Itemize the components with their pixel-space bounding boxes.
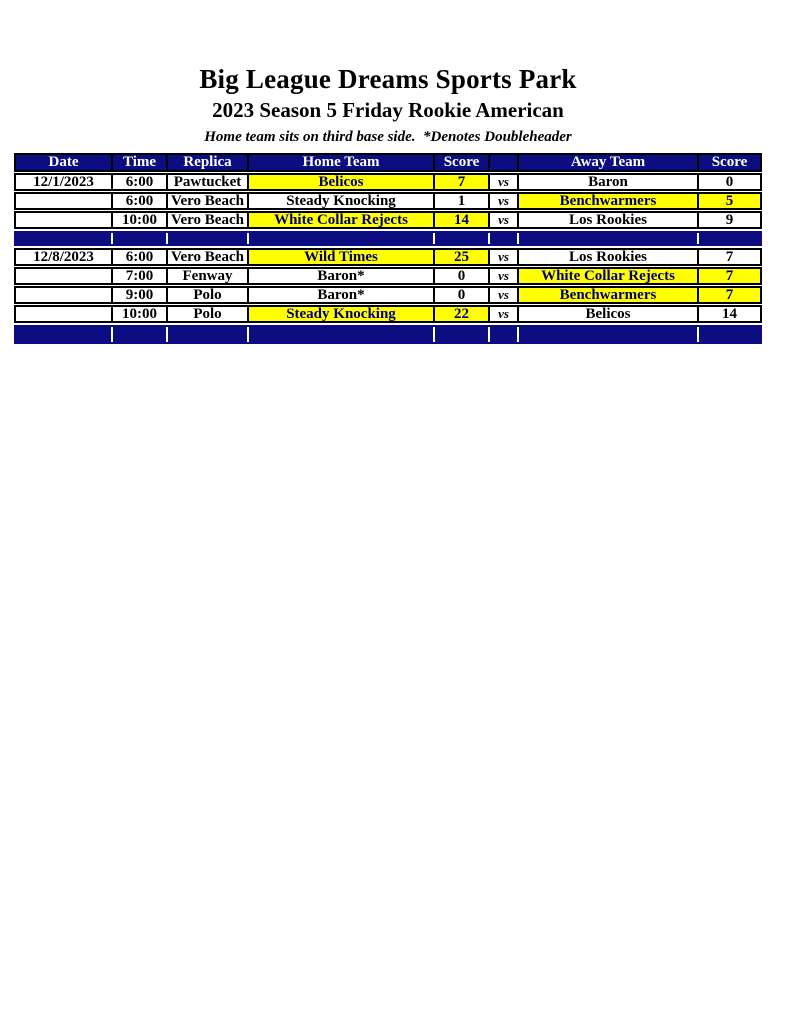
home-score-cell: 14	[433, 213, 488, 227]
separator-cell	[433, 327, 488, 342]
date-cell: 12/8/2023	[33, 250, 94, 264]
replica-cell: Polo	[166, 307, 247, 321]
game-row	[14, 192, 762, 210]
replica-cell: Vero Beach	[166, 213, 247, 227]
date-cell	[16, 269, 111, 283]
column-header-date: Date	[48, 155, 79, 170]
away-score-cell: 14	[697, 307, 760, 321]
column-header-home-score: Score	[433, 155, 488, 170]
home-team-cell: Baron*	[247, 269, 433, 283]
page-content	[14, 0, 762, 344]
vs-label: vs	[488, 175, 517, 189]
time-cell: 6:00	[111, 175, 166, 189]
separator-cell	[517, 233, 697, 244]
game-row	[14, 173, 762, 191]
page-title: Big League Dreams Sports Park	[199, 64, 577, 94]
column-header-time: Time	[111, 155, 166, 170]
vs-label: vs	[488, 288, 517, 302]
away-team-cell: Benchwarmers	[517, 194, 697, 208]
home-score-cell: 25	[433, 250, 488, 264]
replica-cell: Polo	[166, 288, 247, 302]
separator-cell	[517, 327, 697, 342]
separator-cell	[433, 233, 488, 244]
game-row	[14, 305, 762, 323]
home-score-cell: 7	[433, 175, 488, 189]
separator-cell	[697, 233, 760, 244]
away-score-cell: 9	[697, 213, 760, 227]
separator-cell	[247, 327, 433, 342]
home-team-cell: Wild Times	[247, 250, 433, 264]
date-cell	[16, 288, 111, 302]
away-score-cell: 5	[697, 194, 760, 208]
separator-cell	[16, 327, 111, 342]
date-cell	[16, 213, 111, 227]
separator-cell	[488, 327, 517, 342]
date-cell	[16, 194, 111, 208]
vs-label: vs	[488, 269, 517, 283]
date-group-separator	[14, 231, 762, 246]
time-cell: 6:00	[111, 194, 166, 208]
time-cell: 6:00	[111, 250, 166, 264]
vs-label: vs	[488, 307, 517, 321]
away-team-cell: Benchwarmers	[517, 288, 697, 302]
separator-cell	[111, 233, 166, 244]
replica-cell: Fenway	[166, 269, 247, 283]
column-header-away-team: Away Team	[517, 155, 697, 170]
separator-cell	[247, 233, 433, 244]
home-team-cell: Steady Knocking	[247, 194, 433, 208]
table-footer-band	[14, 325, 762, 344]
home-team-cell: Belicos	[247, 175, 433, 189]
time-cell: 10:00	[111, 213, 166, 227]
home-score-cell: 1	[433, 194, 488, 208]
game-row	[14, 211, 762, 229]
away-team-cell: Los Rookies	[517, 250, 697, 264]
separator-cell	[697, 327, 760, 342]
replica-cell: Pawtucket	[166, 175, 247, 189]
time-cell: 10:00	[111, 307, 166, 321]
home-score-cell: 0	[433, 269, 488, 283]
home-team-cell: White Collar Rejects	[247, 213, 433, 227]
date-cell	[16, 307, 111, 321]
away-team-cell: Belicos	[517, 307, 697, 321]
away-team-cell: Baron	[517, 175, 697, 189]
column-header-replica: Replica	[166, 155, 247, 170]
time-cell: 9:00	[111, 288, 166, 302]
game-row	[14, 267, 762, 285]
vs-label: vs	[488, 194, 517, 208]
table-header-row	[14, 153, 762, 172]
away-team-cell: Los Rookies	[517, 213, 697, 227]
vs-label: vs	[488, 213, 517, 227]
away-score-cell: 7	[697, 288, 760, 302]
page-subtitle: 2023 Season 5 Friday Rookie American	[212, 98, 564, 122]
away-score-cell: 7	[697, 250, 760, 264]
home-score-cell: 22	[433, 307, 488, 321]
date-cell: 12/1/2023	[33, 175, 94, 189]
time-cell: 7:00	[111, 269, 166, 283]
home-team-cell: Steady Knocking	[247, 307, 433, 321]
game-row	[14, 248, 762, 266]
column-header-vs	[488, 155, 517, 170]
away-team-cell: White Collar Rejects	[517, 269, 697, 283]
game-row	[14, 286, 762, 304]
separator-cell	[166, 327, 247, 342]
home-team-cell: Baron*	[247, 288, 433, 302]
separator-cell	[166, 233, 247, 244]
vs-label: vs	[488, 250, 517, 264]
separator-cell	[111, 327, 166, 342]
schedule-note: Home team sits on third base side. *Denotes Doubleheader	[204, 129, 572, 145]
column-header-away-score: Score	[697, 155, 760, 170]
away-score-cell: 0	[697, 175, 760, 189]
separator-cell	[488, 233, 517, 244]
separator-cell	[16, 233, 111, 244]
away-score-cell: 7	[697, 269, 760, 283]
replica-cell: Vero Beach	[166, 194, 247, 208]
home-score-cell: 0	[433, 288, 488, 302]
replica-cell: Vero Beach	[166, 250, 247, 264]
column-header-home-team: Home Team	[247, 155, 433, 170]
schedule-table	[14, 153, 762, 344]
